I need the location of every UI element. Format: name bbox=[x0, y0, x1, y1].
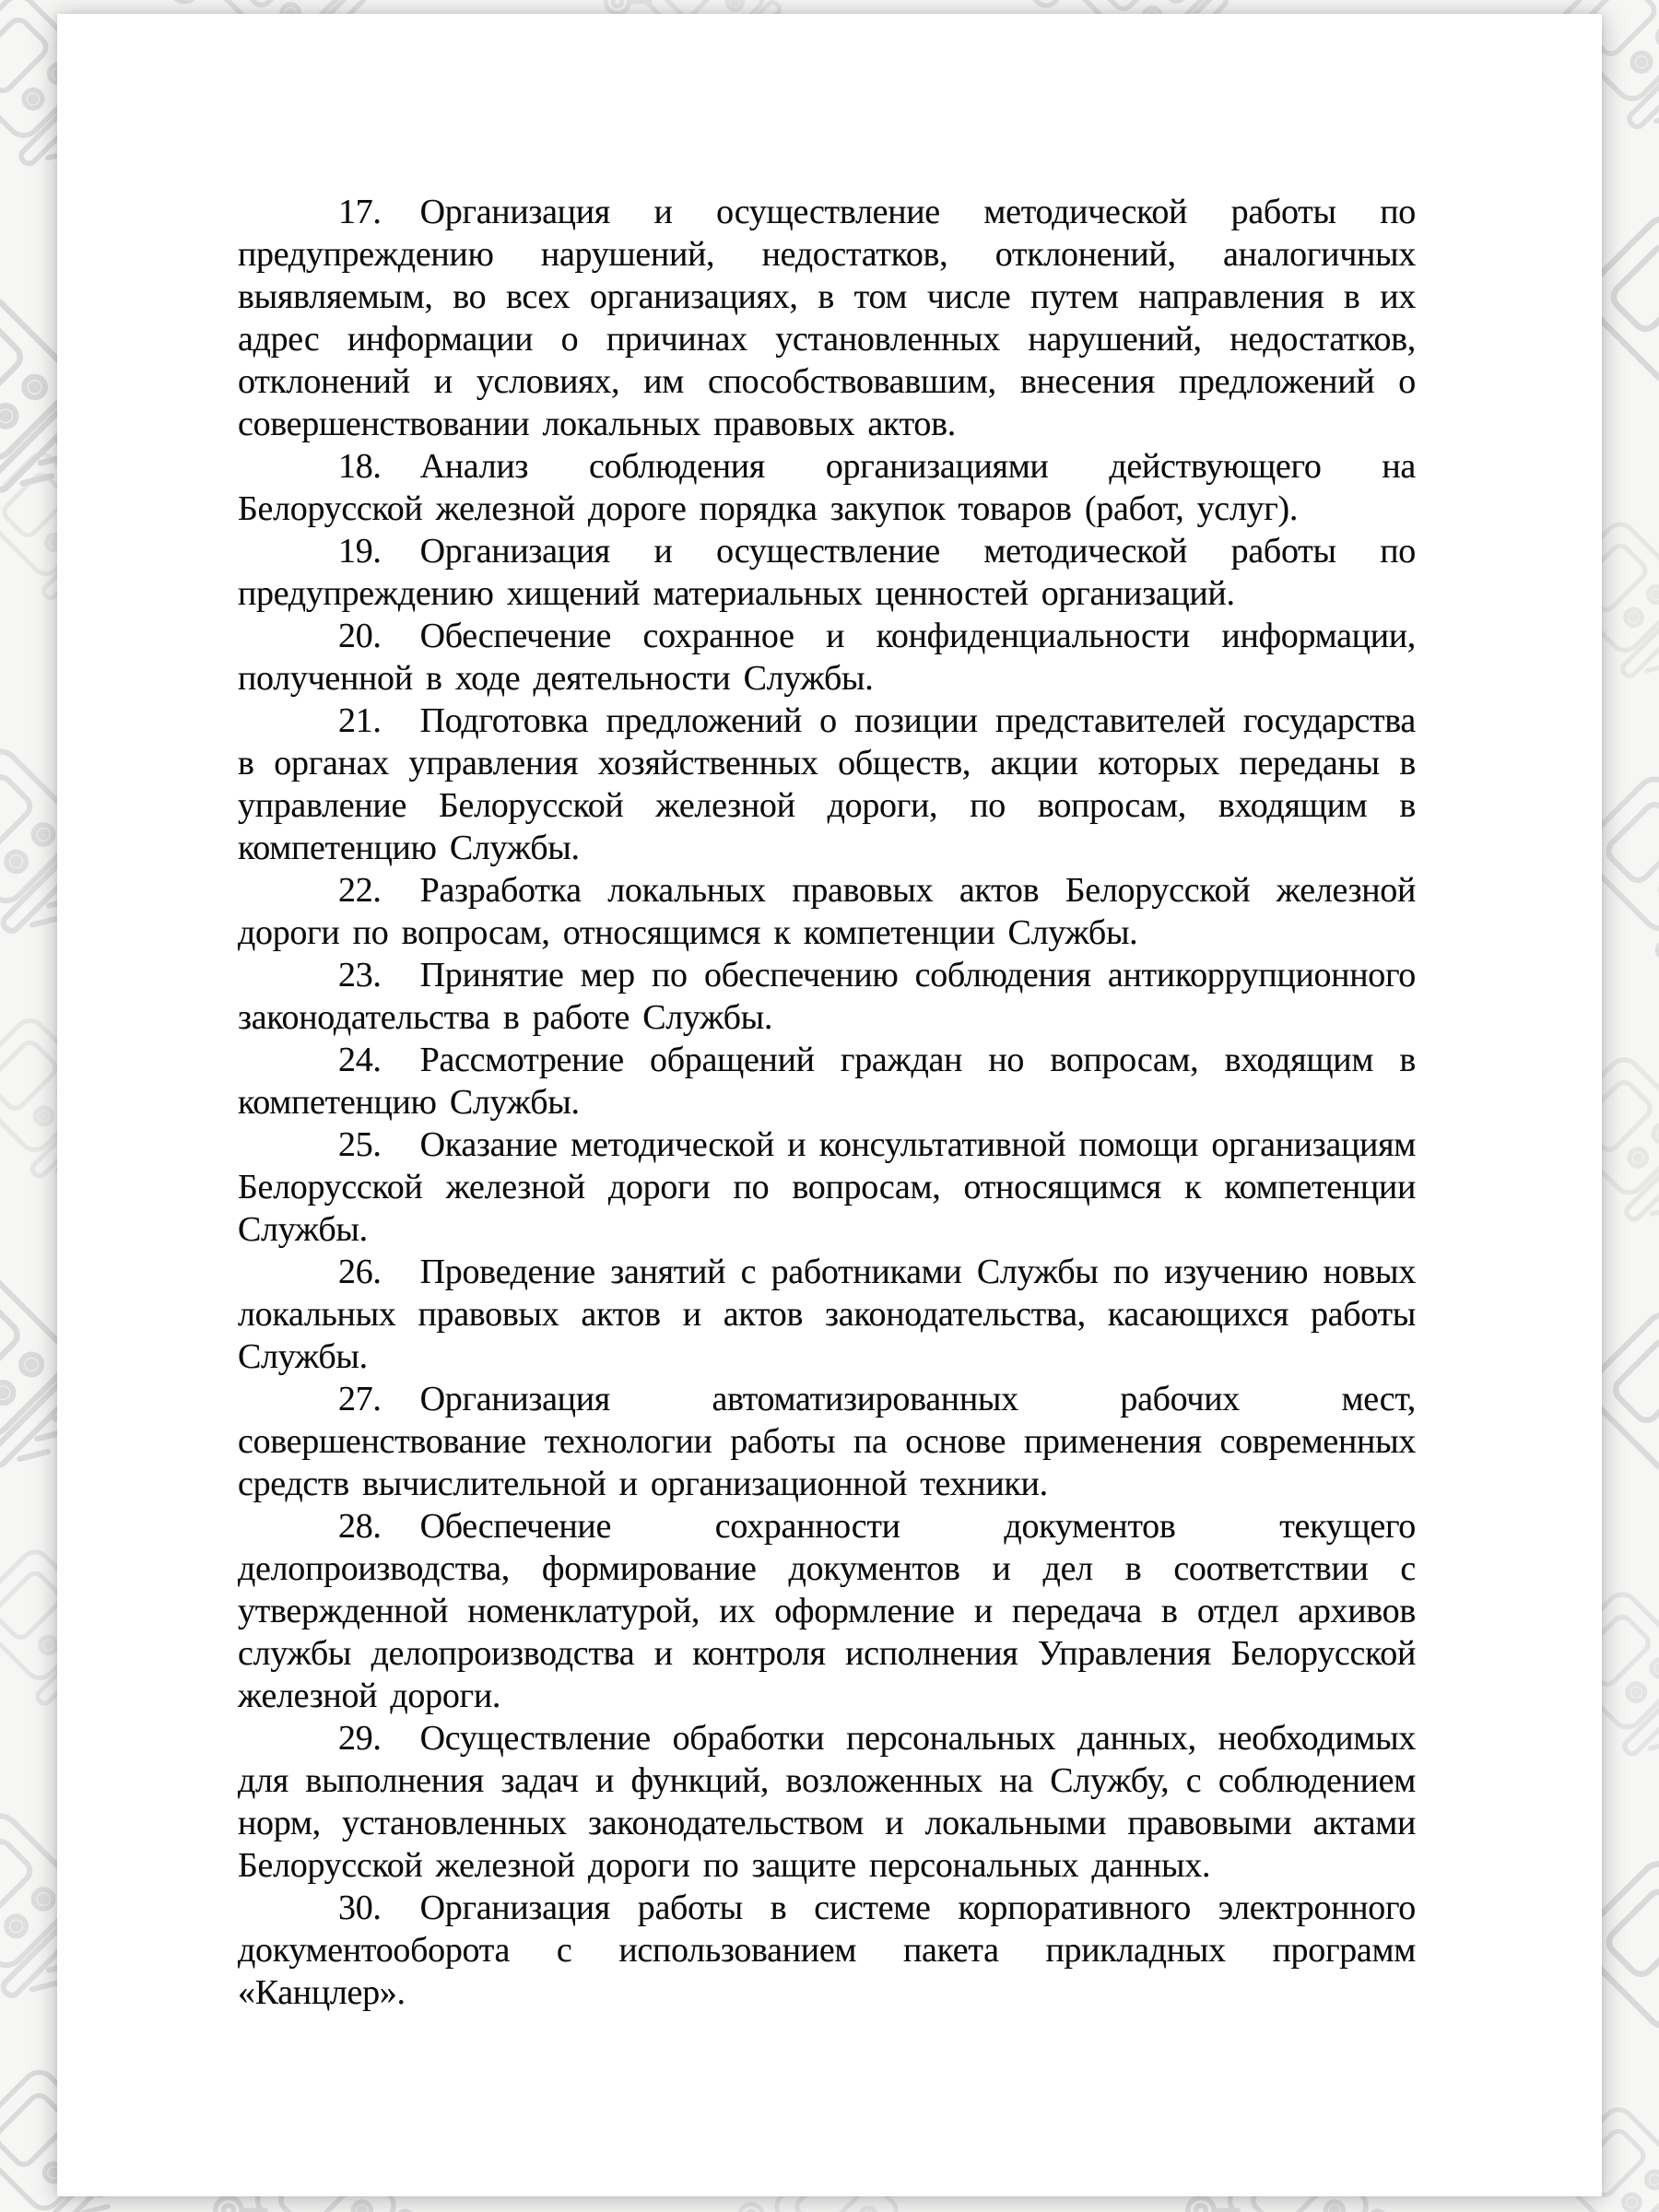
item-number: 25. bbox=[338, 1125, 382, 1164]
item-text: Анализ соблюдения организациями действующего на Белорусской железной дороге порядка закупок товаров (работ, услуг). bbox=[238, 447, 1416, 528]
item-text: Принятие мер по обеспечению соблюдения антикоррупционного законодательства в работе Службы. bbox=[238, 956, 1416, 1037]
paragraph-item-27 bbox=[238, 1378, 1416, 1505]
item-number: 18. bbox=[338, 447, 382, 486]
item-number: 28. bbox=[338, 1507, 382, 1546]
item-text: Организация и осуществление методической работы по предупреждению нарушений, недостатков, отклонений, аналогичных выявляемым, во всех организациях, в том числе путем направления в их адрес информации о причинах установленных нарушений, недостатков, отклонений и условиях, им способствовавшим, внесения предложений о совершенствовании локальных правовых актов. bbox=[238, 193, 1416, 443]
item-text: Проведение занятий с работниками Службы по изучению новых локальных правовых актов и актов законодательства, касающихся работы Службы. bbox=[238, 1253, 1416, 1376]
item-number: 26. bbox=[338, 1253, 382, 1291]
item-number: 21. bbox=[338, 701, 382, 740]
page-sheet bbox=[57, 14, 1602, 2196]
item-number: 19. bbox=[338, 532, 382, 571]
item-text: Обеспечение сохранности документов текущего делопроизводства, формирование документов и дел в соответствии с утвержденной номенклатурой, их оформление и передача в отдел архивов службы делопроизводства и контроля исполнения Управления Белорусской железной дороги. bbox=[238, 1507, 1416, 1715]
paragraph-item-23 bbox=[238, 954, 1416, 1039]
paragraph-item-18 bbox=[238, 445, 1416, 530]
paragraph-item-26 bbox=[238, 1251, 1416, 1378]
paragraph-item-20 bbox=[238, 615, 1416, 700]
paragraph-item-22 bbox=[238, 869, 1416, 954]
item-number: 30. bbox=[338, 1888, 382, 1927]
item-text: Организация автоматизированных рабочих мест, совершенствование технологии работы па основе применения современных средств вычислительной и организационной техники. bbox=[238, 1380, 1416, 1503]
paragraph-item-30 bbox=[238, 1887, 1416, 2014]
item-text: Осуществление обработки персональных данных, необходимых для выполнения задач и функций, возложенных на Службу, с соблюдением норм, установленных законодательством и локальными правовыми актами Белорусской железной дороги по защите персональных данных. bbox=[238, 1719, 1416, 1885]
paragraph-item-29 bbox=[238, 1717, 1416, 1887]
item-text: Подготовка предложений о позиции представителей государства в органах управления хозяйственных обществ, акции которых переданы в управление Белорусской железной дороги, по вопросам, входящим в компетенцию Службы. bbox=[238, 701, 1416, 867]
item-number: 23. bbox=[338, 956, 382, 994]
item-text: Рассмотрение обращений граждан но вопросам, входящим в компетенцию Службы. bbox=[238, 1041, 1416, 1122]
paragraph-item-21 bbox=[238, 700, 1416, 869]
document-body bbox=[238, 191, 1416, 2014]
item-number: 27. bbox=[338, 1380, 382, 1418]
item-number: 22. bbox=[338, 871, 382, 910]
item-number: 24. bbox=[338, 1041, 382, 1079]
item-text: Оказание методической и консультативной помощи организациям Белорусской железной дороги по вопросам, относящимся к компетенции Службы. bbox=[238, 1125, 1416, 1249]
item-number: 17. bbox=[338, 193, 382, 231]
paragraph-item-28 bbox=[238, 1505, 1416, 1717]
paragraph-item-24 bbox=[238, 1039, 1416, 1124]
item-number: 20. bbox=[338, 617, 382, 655]
paragraph-item-19 bbox=[238, 530, 1416, 615]
item-text: Организация работы в системе корпоративного электронного документооборота с использованием пакета прикладных программ «Канцлер». bbox=[238, 1888, 1416, 2012]
item-text: Разработка локальных правовых актов Белорусской железной дороги по вопросам, относящимся к компетенции Службы. bbox=[238, 871, 1416, 952]
item-text: Обеспечение сохранное и конфиденциальности информации, полученной в ходе деятельности Службы. bbox=[238, 617, 1416, 698]
item-number: 29. bbox=[338, 1719, 382, 1758]
paragraph-item-17 bbox=[238, 191, 1416, 445]
item-text: Организация и осуществление методической работы по предупреждению хищений материальных ценностей организаций. bbox=[238, 532, 1416, 613]
paragraph-item-25 bbox=[238, 1124, 1416, 1251]
